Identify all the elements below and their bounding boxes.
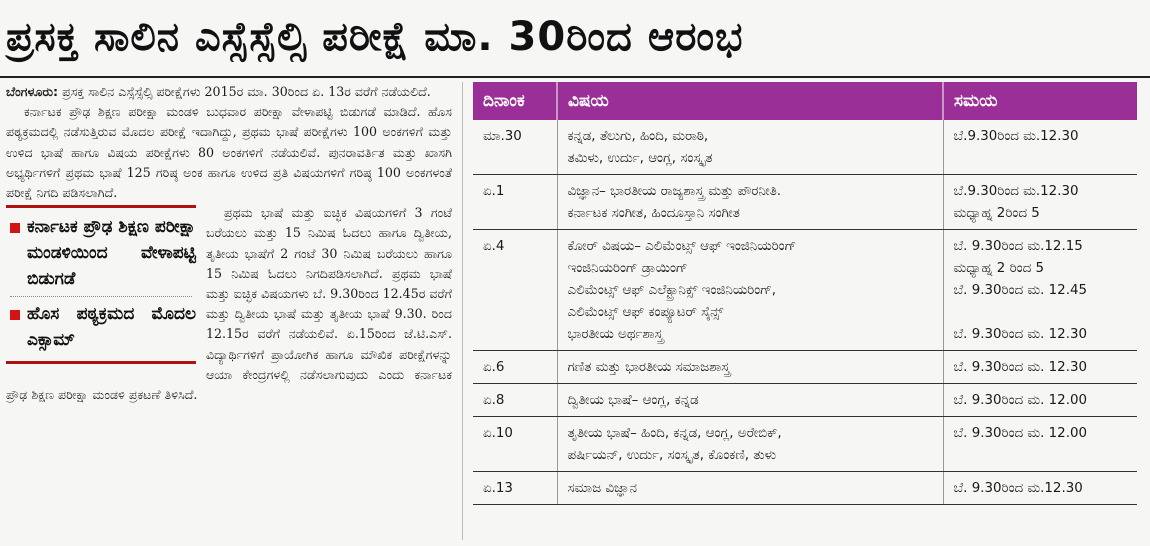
cell-time <box>943 120 1137 175</box>
time-line: ಬೆ. 9.30ರಿಂದ ಮ. 12.30 <box>953 327 1088 342</box>
lead-paragraph <box>6 82 452 102</box>
paragraph-2: ಪ್ರಥಮ ಭಾಷೆ ಮತ್ತು ಐಚ್ಛಿಕ ವಿಷಯಗಳಿಗೆ 3 ಗಂಟೆ ಬರೆಯಲು ಮತ್ತು 15 ನಿಮಿಷ ಓದಲು ಹಾಗೂ ದ್ವಿತೀಯ, ತೃತೀಯ ಭಾಷೆಗೆ 2 ಗಂಟೆ 30 ನಿಮಿಷ ಬರೆಯಲು ಹಾಗೂ 15 ನಿಮಿಷ ಓದಲು ನಿಗದಿಪಡಿಸಲಾಗಿದೆ. ಪ್ರಥಮ ಭಾಷೆ ಮತ್ತು ಐಚ್ಛಿಕ ವಿಷಯಗಳು ಬೆ. 9.30ರಿಂದ 12.45ರ ವರೆಗೆ ಮತ್ತು ದ್ವಿತೀಯ ಭಾಷೆ ಮತ್ತು ತೃತೀಯ ಭಾಷೆ 9.30. ರಿಂದ 12.15ರ ವರೆಗೆ ನಡೆಯಲಿವೆ. ಏ.15ರಿಂದ ಜೆ.ಟಿ.ಎಸ್. ವಿದ್ಯಾರ್ಥಿಗಳಿಗೆ ಪ್ರಾಯೋಗಿಕ ಹಾಗೂ ಮೌಖಿಕ ಪರೀಕ್ಷೆಗಳನ್ನು ಆಯಾ ಕೇಂದ್ರಗಳಲ್ಲಿ ನಡೆಸಲಾಗುವುದು ಎಂದು ಕರ್ನಾಟಕ ಪ್ರೌಢ ಶಿಕ್ಷಣ ಪರೀಕ್ಷಾ ಮಂಡಳಿ ಪ್ರಕಟಣೆ ತಿಳಿಸಿದೆ. <box>6 205 452 403</box>
time-line: ಬೆ. 9.30ರಿಂದ ಮ. 12.45 <box>953 283 1088 298</box>
subject-line: ಕೋರ್ ವಿಷಯ– ಎಲಿಮೆಂಟ್ಸ್ ಆಫ್ ಇಂಜಿನಿಯರಿಂಗ್ <box>567 239 797 254</box>
cell-time <box>943 472 1137 505</box>
cell-subject <box>557 351 943 384</box>
subject-line: ಎಲಿಮೆಂಟ್ಸ್ ಆಫ್ ಎಲೆಕ್ಟ್ರಾನಿಕ್ಸ್ ಇಂಜಿನಿಯರಿಂಗ್, <box>567 283 777 298</box>
time-line: ಬೆ. 9.30ರಿಂದ ಮ. 12.00 <box>953 426 1088 441</box>
column-divider <box>462 82 463 540</box>
time-line: ಬೆ. 9.30ರಿಂದ ಮ.12.15 <box>953 239 1083 254</box>
header-subject: ವಿಷಯ <box>557 82 943 120</box>
subject-line: ತೃತೀಯ ಭಾಷೆ– ಹಿಂದಿ, ಕನ್ನಡ, ಆಂಗ್ಲ, ಅರೇಬಿಕ್, <box>567 426 782 441</box>
highlight-text: ಕರ್ನಾಟಕ ಪ್ರೌಢ ಶಿಕ್ಷಣ ಪರೀಕ್ಷಾ ಮಂಡಳಿಯಿಂದ ವೇಳಾಪಟ್ಟಿ ಬಿಡುಗಡೆ <box>27 217 196 290</box>
table-row <box>473 351 1137 384</box>
highlight-item <box>6 214 196 292</box>
header-time: ಸಮಯ <box>943 82 1137 120</box>
cell-time <box>943 175 1137 230</box>
cell-date: ಏ.8 <box>473 384 557 417</box>
subject-line: ಎಲಿಮೆಂಟ್ಸ್ ಆಫ್ ಕಂಪ್ಯೂಟರ್ ಸೈನ್ಸ್ <box>567 305 724 320</box>
cell-subject <box>557 384 943 417</box>
subject-line: ಸಮಾಜ ವಿಜ್ಞಾನ <box>567 481 637 496</box>
headline: ಪ್ರಸಕ್ತ ಸಾಲಿನ ಎಸ್ಸೆಸ್ಸೆಲ್ಸಿ ಪರೀಕ್ಷೆ ಮಾ. 30ರಿಂದ ಆರಂಭ <box>6 14 744 60</box>
cell-date: ಮಾ.30 <box>473 120 557 175</box>
time-line: ಬೆ. 9.30ರಿಂದ ಮ. 12.30 <box>953 360 1088 375</box>
subject-line: ತಮಿಳು, ಉರ್ದು, ಆಂಗ್ಲ, ಸಂಸ್ಕೃತ <box>567 151 713 166</box>
red-square-bullet-icon <box>10 310 20 320</box>
table-body <box>473 120 1137 505</box>
headline-rule <box>0 76 1150 78</box>
time-line: ಬೆ. 9.30ರಿಂದ ಮ. 12.00 <box>953 393 1088 408</box>
cell-date: ಏ.13 <box>473 472 557 505</box>
cell-time <box>943 417 1137 472</box>
header-date: ದಿನಾಂಕ <box>473 82 557 120</box>
cell-subject <box>557 120 943 175</box>
time-line: ಬೆ.9.30ರಿಂದ ಮ.12.30 <box>953 184 1079 199</box>
subject-line: ಪರ್ಷಿಯನ್, ಉರ್ದು, ಸಂಸ್ಕೃತ, ಕೊಂಕಣಿ, ತುಳು <box>567 448 777 463</box>
cell-date: ಏ.4 <box>473 230 557 351</box>
table-row <box>473 417 1137 472</box>
lead-text: ಪ್ರಸಕ್ತ ಸಾಲಿನ ಎಸ್ಸೆಸ್ಸೆಲ್ಸಿ ಪರೀಕ್ಷೆಗಳು 2015ರ ಮಾ. 30ರಿಂದ ಏ. 13ರ ವರೆಗೆ ನಡೆಯಲಿದೆ. <box>58 84 431 99</box>
cell-time <box>943 384 1137 417</box>
table-row <box>473 230 1137 351</box>
article-body <box>6 82 452 542</box>
cell-subject <box>557 175 943 230</box>
subject-line: ಭಾರತೀಯ ಅರ್ಥಶಾಸ್ತ್ರ <box>567 327 664 342</box>
dateline: ಬೆಂಗಳೂರು: <box>6 84 59 99</box>
subject-line: ಕರ್ನಾಟಕ ಸಂಗೀತ, ಹಿಂದೂಸ್ತಾನಿ ಸಂಗೀತ <box>567 206 740 221</box>
table-header-row <box>473 82 1137 120</box>
time-line: ಮಧ್ಯಾಹ್ನ 2 ರಿಂದ 5 <box>953 261 1045 276</box>
table-row <box>473 175 1137 230</box>
cell-time <box>943 351 1137 384</box>
subject-line: ಕನ್ನಡ, ತೆಲುಗು, ಹಿಂದಿ, ಮರಾಠಿ, <box>567 129 709 144</box>
time-line: ಬೆ. 9.30ರಿಂದ ಮ.12.30 <box>953 481 1083 496</box>
highlight-text: ಹೊಸ ಪಠ್ಯಕ್ರಮದ ಮೊದಲ ಎಕ್ಸಾಮ್ <box>27 304 196 351</box>
cell-date: ಏ.10 <box>473 417 557 472</box>
time-line: ಬೆ.9.30ರಿಂದ ಮ.12.30 <box>953 129 1079 144</box>
table-row <box>473 120 1137 175</box>
subject-line: ದ್ವಿತೀಯ ಭಾಷೆ– ಆಂಗ್ಲ, ಕನ್ನಡ <box>567 393 699 408</box>
time-line: ಮಧ್ಯಾಹ್ನ 2ರಿಂದ 5 <box>953 206 1040 221</box>
cell-subject <box>557 472 943 505</box>
paragraph-1: ಕರ್ನಾಟಕ ಪ್ರೌಢ ಶಿಕ್ಷಣ ಪರೀಕ್ಷಾ ಮಂಡಳಿ ಬುಧವಾರ ಪರೀಕ್ಷಾ ವೇಳಾಪಟ್ಟಿ ಬಿಡುಗಡೆ ಮಾಡಿದೆ. ಹೊಸ ಪಠ್ಯಕ್ರಮದಲ್ಲಿ ನಡೆಸುತ್ತಿರುವ ಮೊದಲ ಪರೀಕ್ಷೆ ಇದಾಗಿದ್ದು, ಪ್ರಥಮ ಭಾಷೆ ಪರೀಕ್ಷೆಗಳು 100 ಅಂಕಗಳಿಗೆ ಮತ್ತು ಉಳಿದ ಭಾಷೆ ಹಾಗೂ ವಿಷಯ ಪರೀಕ್ಷೆಗಳು 80 ಅಂಕಗಳಿಗೆ ನಡೆಯಲಿವೆ. ಪುನರಾವರ್ತಿತ ಮತ್ತು ಖಾಸಗಿ ಅಭ್ಯರ್ಥಿಗಳಿಗೆ ಪ್ರಥಮ ಭಾಷೆ 125 ಗರಿಷ್ಠ ಅಂಕ ಹಾಗೂ ಉಳಿದ ಪ್ರತಿ ವಿಷಯಗಳಿಗೆ ಗರಿಷ್ಠ 100 ಅಂಕಗಳಂತೆ ಪರೀಕ್ಷೆ ನಿಗದಿ ಪಡಿಸಲಾಗಿದೆ. <box>6 104 452 201</box>
time-line <box>954 302 1128 324</box>
highlight-divider <box>10 296 192 297</box>
highlight-item <box>6 301 196 353</box>
cell-subject <box>557 230 943 351</box>
cell-subject <box>557 417 943 472</box>
highlight-box <box>6 205 196 364</box>
cell-date: ಏ.6 <box>473 351 557 384</box>
cell-time <box>943 230 1137 351</box>
subject-line: ಗಣಿತ ಮತ್ತು ಭಾರತೀಯ ಸಮಾಜಶಾಸ್ತ್ರ <box>567 360 730 375</box>
table-row <box>473 384 1137 417</box>
subject-line: ವಿಜ್ಞಾನ– ಭಾರತೀಯ ರಾಜ್ಯಶಾಸ್ತ್ರ ಮತ್ತು ಪೌರನೀತಿ. <box>567 184 782 199</box>
red-square-bullet-icon <box>10 223 20 233</box>
subject-line: ಇಂಜಿನಿಯರಿಂಗ್ ಡ್ರಾಯಿಂಗ್ <box>567 261 688 276</box>
cell-date: ಏ.1 <box>473 175 557 230</box>
table-row <box>473 472 1137 505</box>
exam-schedule-table <box>473 82 1137 505</box>
